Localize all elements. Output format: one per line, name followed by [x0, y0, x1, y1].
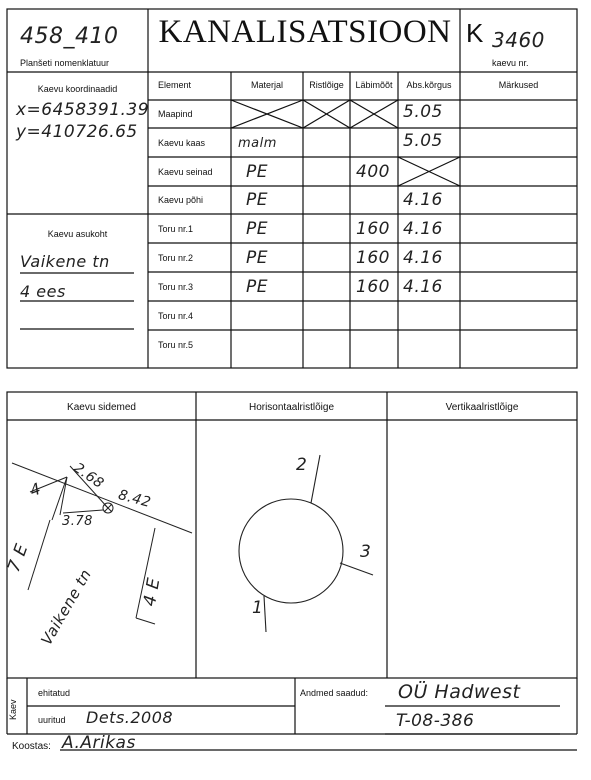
row-abs-height: 5.05: [403, 102, 443, 122]
source-value: OÜ Hadwest: [398, 681, 521, 703]
footer-side-label: Kaev: [8, 699, 18, 720]
row-diameter: 160: [356, 277, 390, 297]
row-abs-height: 4.16: [403, 248, 443, 268]
house-label-a: 4: [27, 478, 44, 501]
compiled-value: A.Arikas: [62, 733, 136, 753]
col-header-section: Ristlõige: [309, 80, 344, 90]
built-label: ehitatud: [38, 688, 71, 698]
row-diameter: 160: [356, 248, 390, 268]
row-diameter: 400: [356, 162, 390, 182]
sketch-title-connections: Kaevu sidemed: [67, 402, 136, 413]
location-label: Kaevu asukoht: [47, 229, 108, 239]
pipe-label-2: 2: [296, 455, 308, 475]
row-element: Toru nr.3: [158, 282, 194, 292]
row-material: PE: [246, 219, 268, 239]
row-material: PE: [246, 162, 268, 182]
coord-x: x=6458391.39: [16, 100, 150, 120]
coord-y: y=410726.65: [16, 122, 138, 142]
well-label: kaevu nr.: [492, 58, 529, 68]
row-material: malm: [238, 136, 277, 151]
coords-label: Kaevu koordinaadid: [37, 84, 118, 94]
street-label: Vaikene tn: [37, 565, 96, 649]
dimension-c: 3.78: [62, 514, 93, 529]
house-label-c: 4 E: [139, 576, 165, 608]
row-material: PE: [246, 248, 268, 268]
row-abs-height: 4.16: [403, 277, 443, 297]
sketch-title-horizontal: Horisontaalristlõige: [248, 402, 335, 413]
source-code: T-08-386: [396, 711, 475, 731]
page-title: KANALISATSIOON: [158, 14, 452, 50]
row-abs-height: 4.16: [403, 219, 443, 239]
pipe-label-3: 3: [360, 542, 372, 562]
row-element: Toru nr.1: [158, 224, 194, 234]
col-header-element: Element: [158, 80, 192, 90]
source-label: Andmed saadud:: [300, 688, 369, 698]
dimension-a: 2.68: [70, 459, 107, 493]
row-element: Toru nr.5: [158, 340, 194, 350]
location-line1: Vaikene tn: [20, 252, 110, 271]
col-header-abs-height: Abs.kõrgus: [406, 80, 452, 90]
well-number: 3460: [492, 28, 545, 52]
dimension-b: 8.42: [116, 486, 153, 512]
row-abs-height: 5.05: [403, 131, 443, 151]
row-material: PE: [246, 190, 268, 210]
row-element: Kaevu seinad: [158, 167, 213, 177]
row-element: Toru nr.2: [158, 253, 194, 263]
row-element: Maapind: [158, 109, 193, 119]
location-line2: 4 ees: [20, 282, 66, 301]
row-material: PE: [246, 277, 268, 297]
well-prefix: K: [466, 18, 484, 48]
col-header-material: Materjal: [250, 80, 283, 90]
row-diameter: 160: [356, 219, 390, 239]
row-element: Kaevu kaas: [158, 138, 206, 148]
house-label-b: 7 E: [3, 541, 33, 575]
studied-label: uuritud: [38, 715, 66, 725]
studied-value: Dets.2008: [86, 708, 174, 727]
row-abs-height: 4.16: [403, 190, 443, 210]
pipe-label-1: 1: [252, 598, 264, 618]
sketch-title-vertical: Vertikaalristlõige: [445, 402, 519, 413]
nomenclature-label: Planšeti nomenklatuur: [20, 58, 110, 68]
compiled-label: Koostas:: [12, 741, 51, 752]
nomenclature-value: 458_410: [20, 24, 119, 49]
col-header-diameter: Läbimõõt: [355, 80, 393, 90]
row-element: Toru nr.4: [158, 311, 194, 321]
col-header-remarks: Märkused: [498, 80, 539, 90]
row-element: Kaevu põhi: [158, 195, 204, 205]
